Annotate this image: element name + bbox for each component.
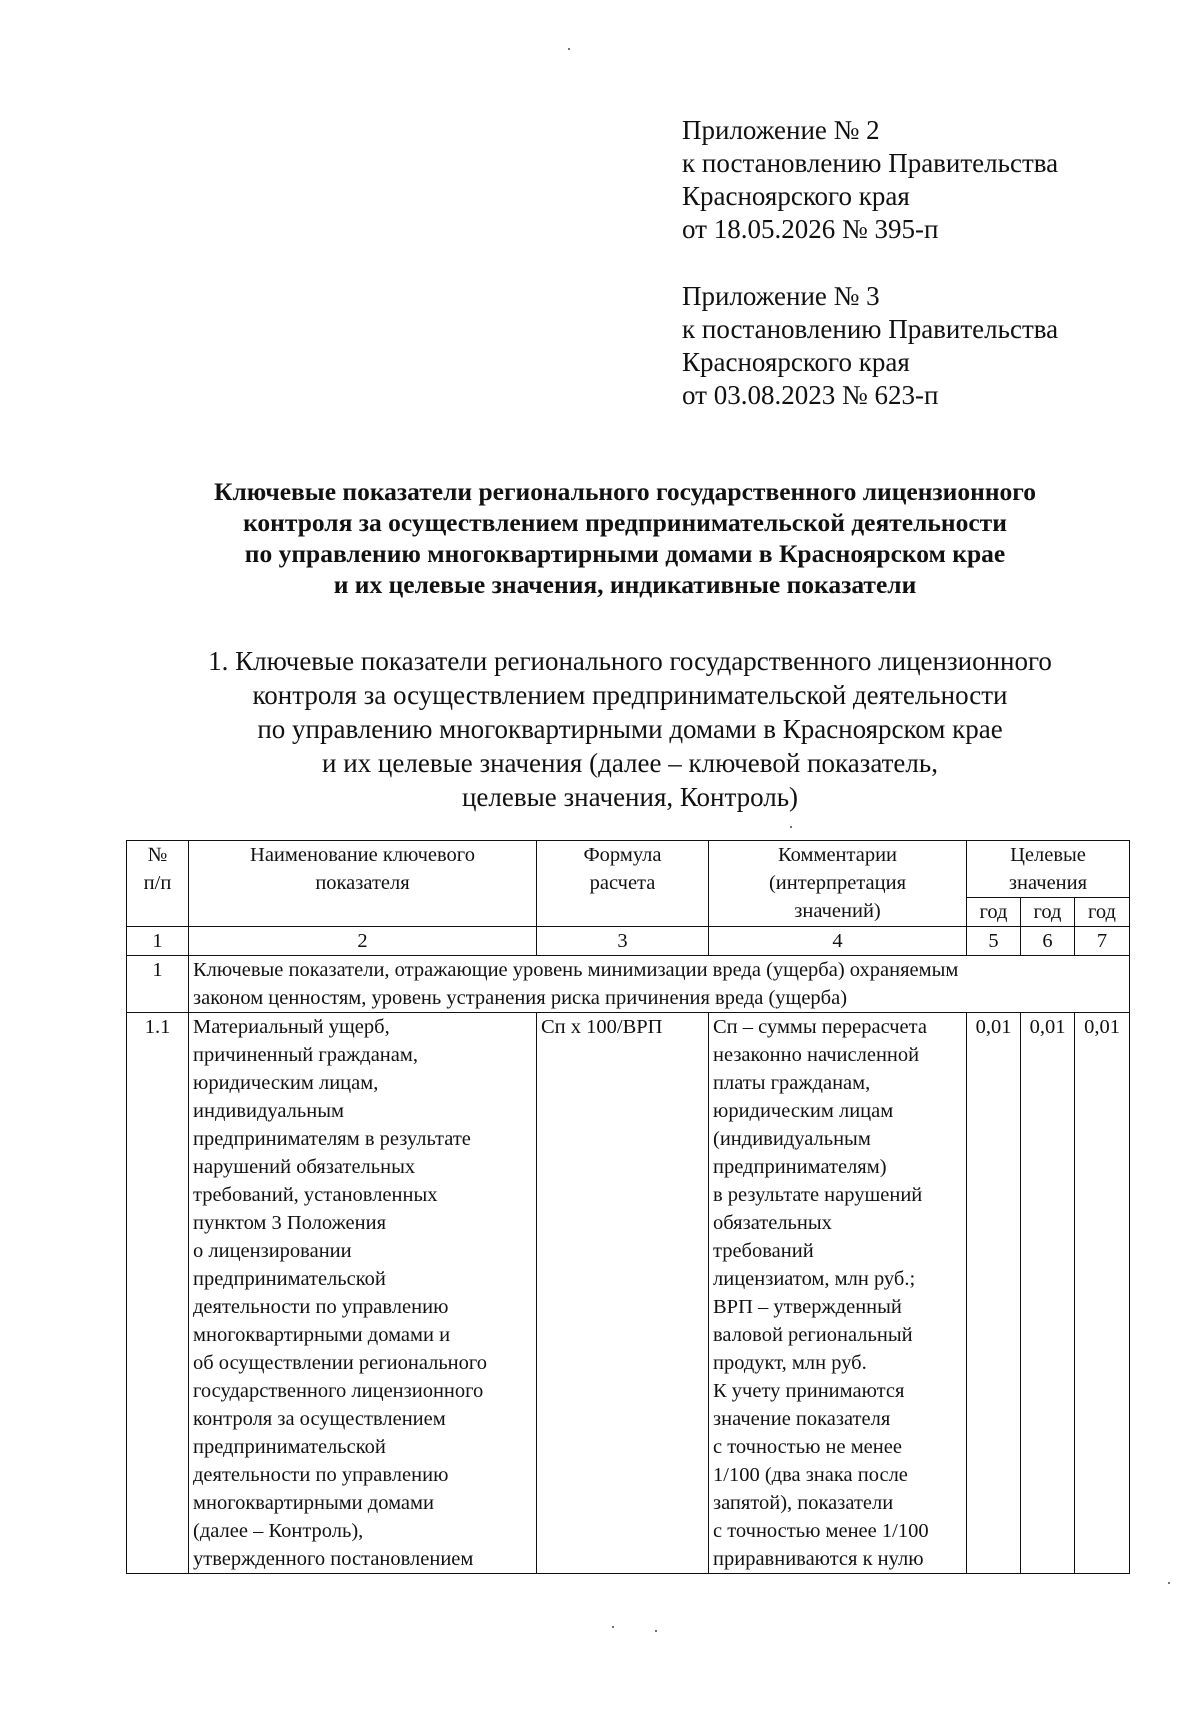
row-name	[189, 1013, 537, 1574]
header-year: год	[1021, 898, 1075, 927]
header-text: Формула	[583, 844, 662, 866]
row-target-value: 0,01	[1075, 1013, 1130, 1574]
row-comment-line: (индивидуальным	[713, 1128, 871, 1150]
table-header-row	[127, 841, 1130, 898]
row-name-line: утвержденного постановлением	[193, 1548, 474, 1570]
row-target-value: 0,01	[1021, 1013, 1075, 1574]
header-num	[127, 841, 189, 927]
appendix-line: к постановлению Правительства	[682, 148, 1059, 178]
header-text: №	[147, 844, 168, 866]
row-comment-line: предпринимателям)	[713, 1156, 887, 1178]
group-title	[189, 956, 1130, 1013]
header-text: (интерпретация	[768, 872, 907, 894]
row-name-line: предпринимателям в результате	[193, 1128, 471, 1150]
column-number: 7	[1075, 927, 1130, 956]
group-title-line: Ключевые показатели, отражающие уровень минимизации вреда (ущерба) охраняемым	[193, 959, 959, 981]
header-text: Комментарии	[777, 844, 898, 866]
column-number: 2	[189, 927, 537, 956]
column-number-row	[127, 927, 1130, 956]
column-number: 6	[1021, 927, 1075, 956]
group-num: 1	[127, 956, 189, 1013]
row-comment-line: незаконно начисленной	[713, 1044, 920, 1066]
row-num: 1.1	[127, 1013, 189, 1574]
header-text: Целевые	[1010, 844, 1086, 866]
document-title	[100, 476, 1150, 600]
row-comment-line: с точностью не менее	[713, 1436, 902, 1458]
row-comment-line: продукт, млн руб.	[713, 1352, 867, 1374]
row-name-line: о лицензировании	[193, 1240, 352, 1262]
kpi-table	[126, 840, 1130, 1574]
title-line: по управлению многоквартирными домами в Красноярском крае	[244, 539, 1006, 568]
row-comment-line: в результате нарушений	[713, 1184, 923, 1206]
row-name-line: предпринимательской	[193, 1436, 386, 1458]
table-row	[127, 1013, 1130, 1574]
row-comment	[709, 1013, 967, 1574]
row-comment-line: требований	[713, 1240, 814, 1262]
title-line: Ключевые показатели регионального государственного лицензионного	[214, 477, 1036, 506]
row-comment-line: с точностью менее 1/100	[713, 1520, 929, 1542]
row-comment-line: юридическим лицам	[713, 1100, 894, 1122]
row-formula: Сп х 100/ВРП	[537, 1013, 709, 1574]
section-line: контроля за осуществлением предпринимательской деятельности	[252, 680, 1008, 710]
row-target-value: 0,01	[967, 1013, 1021, 1574]
title-line: и их целевые значения, индикативные показатели	[333, 570, 917, 599]
column-number: 4	[709, 927, 967, 956]
row-name-line: (далее – Контроль),	[193, 1520, 364, 1542]
row-comment-line: запятой), показатели	[713, 1492, 894, 1514]
row-name-line: контроля за осуществлением	[193, 1408, 446, 1430]
header-name	[189, 841, 537, 927]
row-comment-line: 1/100 (два знака после	[713, 1464, 908, 1486]
appendix-line: Приложение № 2	[682, 115, 880, 145]
header-formula	[537, 841, 709, 927]
row-comment-line: приравниваются к нулю	[713, 1548, 924, 1570]
section-heading	[150, 644, 1110, 814]
row-name-line: предпринимательской	[193, 1268, 386, 1290]
title-line: контроля за осуществлением предпринимательской деятельности	[243, 508, 1007, 537]
row-name-line: многоквартирными домами и	[193, 1324, 451, 1346]
column-number: 5	[967, 927, 1021, 956]
row-name-line: об осуществлении регионального	[193, 1352, 488, 1374]
appendix-line: к постановлению Правительства	[682, 314, 1059, 344]
column-number: 3	[537, 927, 709, 956]
appendix-line: Красноярского края	[682, 181, 910, 211]
row-name-line: нарушений обязательных	[193, 1156, 416, 1178]
appendix-line: Приложение № 3	[682, 281, 880, 311]
header-text: значений)	[794, 900, 881, 922]
appendix-line: от 18.05.2026 № 395-п	[682, 214, 939, 244]
section-line: 1. Ключевые показатели регионального государственного лицензионного	[208, 646, 1052, 676]
section-line: и их целевые значения (далее – ключевой показатель,	[322, 748, 938, 778]
section-line: по управлению многоквартирными домами в Красноярском крае	[257, 714, 1003, 744]
section-line: целевые значения, Контроль)	[461, 782, 799, 812]
row-name-line: многоквартирными домами	[193, 1492, 434, 1514]
header-year: год	[967, 898, 1021, 927]
header-text: расчета	[589, 872, 656, 894]
row-name-line: деятельности по управлению	[193, 1464, 449, 1486]
row-name-line: пунктом 3 Положения	[193, 1212, 387, 1234]
row-comment-line: К учету принимаются	[713, 1380, 905, 1402]
appendix-current-header	[682, 114, 1058, 246]
appendix-original-header	[682, 280, 1058, 412]
row-name-line: требований, установленных	[193, 1184, 438, 1206]
header-text: значения	[1008, 872, 1088, 894]
header-text: Наименование ключевого	[250, 844, 475, 866]
row-name-line: индивидуальным	[193, 1100, 344, 1122]
row-name-line: деятельности по управлению	[193, 1296, 449, 1318]
header-targets	[967, 841, 1130, 898]
row-comment-line: лицензиатом, млн руб.;	[713, 1268, 916, 1290]
row-comment-line: валовой региональный	[713, 1324, 913, 1346]
row-comment-line: платы гражданам,	[713, 1072, 871, 1094]
row-comment-line: ВРП – утвержденный	[713, 1296, 902, 1318]
row-name-line: причиненный гражданам,	[193, 1044, 418, 1066]
row-name-line: юридическим лицам,	[193, 1072, 379, 1094]
group-title-line: законом ценностям, уровень устранения риска причинения вреда (ущерба)	[193, 987, 848, 1009]
row-name-line: Материальный ущерб,	[193, 1016, 390, 1038]
row-comment-line: Сп – суммы перерасчета	[713, 1016, 927, 1038]
appendix-line: Красноярского края	[682, 347, 910, 377]
row-name-line: государственного лицензионного	[193, 1380, 484, 1402]
column-number: 1	[127, 927, 189, 956]
header-year: год	[1075, 898, 1130, 927]
group-row	[127, 956, 1130, 1013]
header-comment	[709, 841, 967, 927]
header-text: показателя	[315, 872, 410, 894]
row-comment-line: значение показателя	[713, 1408, 891, 1430]
appendix-line: от 03.08.2023 № 623-п	[682, 380, 939, 410]
row-comment-line: обязательных	[713, 1212, 832, 1234]
header-text: п/п	[143, 872, 172, 894]
